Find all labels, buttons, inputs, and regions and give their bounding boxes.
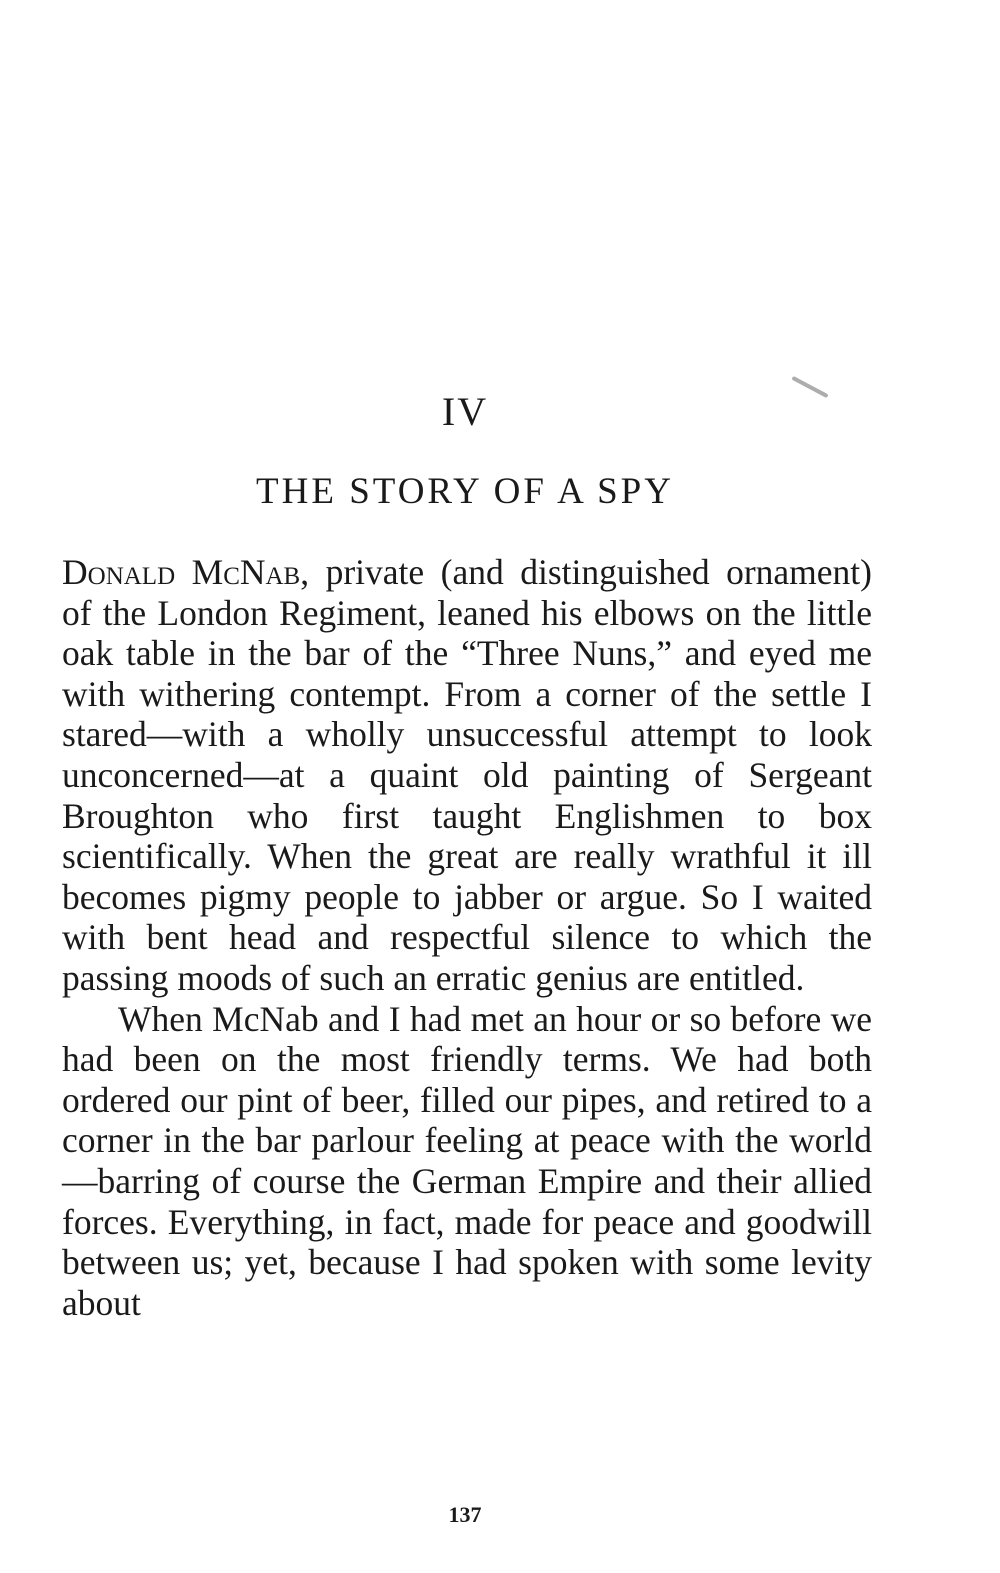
opening-name: Donald McNab, [62,552,310,592]
page-number: 137 [448,1502,482,1527]
chapter-title: THE STORY OF A SPY [256,471,674,512]
body-text [62,552,872,1323]
paragraph-1-text: private (and distinguished ornament) of the London Regiment, leaned his elbows on the little oak table in the bar of the “Three Nuns,” and eyed me with withering contempt. From a corner of the settle I stared—with a wholly unsuccessful attempt to look unconcerned—at a quaint old painting of Sergeant Broughton who first taught Englishmen to box scientifically. When the great are really wrathful it ill becomes pigmy people to jabber or argue. So I waited with bent head and respectful silence to which the passing moods of such an erratic genius are entitled. [62,552,872,998]
paragraph-1 [62,552,872,999]
paragraph-2: When McNab and I had met an hour or so before we had been on the most friendly terms. We had both ordered our pint of beer, filled our pipes, and retired to a corner in the bar parlour feeling at peace with the world—barring of course the German Empire and their allied forces. Everything, in fact, made for peace and goodwill between us; yet, because I had spoken with some levity about [62,998,872,1323]
chapter-number: IV [441,389,489,434]
